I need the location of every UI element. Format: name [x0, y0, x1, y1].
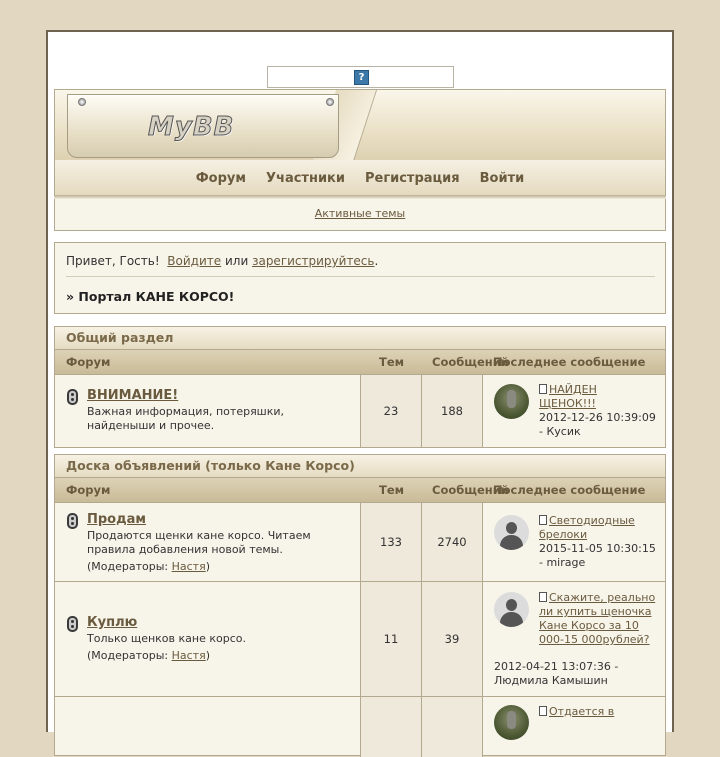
forum-description: Важная информация, потеряшки, найденыши и прочее. — [87, 405, 285, 432]
rivet-icon — [326, 98, 334, 106]
posts-count: 2740 — [437, 535, 467, 549]
last-post-info — [539, 514, 657, 570]
col-topics: Тем — [379, 483, 405, 497]
forum-name-link[interactable]: Куплю — [87, 615, 138, 630]
last-post-link[interactable]: НАЙДЕН ЩЕНОК!!! — [539, 383, 597, 410]
moderators-close: ) — [205, 560, 211, 573]
col-topics: Тем — [379, 355, 405, 369]
last-post-link[interactable]: Скажите, реально ли купить щеночка Кане Корсо за 10 000-15 000рублей? — [539, 591, 656, 646]
topics-count: 23 — [383, 404, 399, 418]
nav-login-link[interactable]: Войти — [479, 171, 525, 186]
col-posts: Сообщений — [432, 483, 509, 497]
nav-forum-link[interactable]: Форум — [195, 171, 246, 186]
category-title[interactable]: Доска объявлений (только Кане Корсо) — [55, 455, 665, 478]
logo-text: MyBB — [148, 112, 235, 142]
main-nav — [54, 160, 666, 198]
category-general — [54, 326, 666, 448]
forum-row — [55, 503, 665, 582]
topics-count: 11 — [383, 632, 399, 646]
forum-description: Только щенков кане корсо. — [87, 632, 246, 645]
last-post-meta: 2012-12-26 10:39:09 - Кусик — [539, 411, 656, 438]
posts-count: 188 — [441, 404, 463, 418]
page-icon — [539, 706, 547, 716]
page-icon — [539, 515, 547, 525]
moderators-label: (Модераторы: — [87, 649, 169, 662]
missing-image-icon: ? — [354, 70, 369, 85]
login-link[interactable]: Войдите — [167, 254, 222, 268]
last-post-info — [539, 705, 657, 719]
user-avatar[interactable] — [494, 384, 529, 419]
col-posts: Сообщений — [432, 355, 509, 369]
site-logo[interactable] — [67, 94, 339, 158]
active-topics-link[interactable]: Активные темы — [314, 207, 406, 220]
forum-status-icon — [67, 616, 78, 632]
col-forum: Форум — [66, 483, 111, 497]
last-post-info — [539, 383, 657, 439]
welcome-line — [66, 254, 378, 268]
col-last-post: Последнее сообщение — [493, 355, 646, 369]
moderators-label: (Модераторы: — [87, 560, 169, 573]
col-forum: Форум — [66, 355, 111, 369]
moderators-close: ) — [205, 649, 211, 662]
last-post-meta: 2015-11-05 10:30:15 - mirage — [539, 542, 656, 569]
column-headers — [55, 350, 665, 375]
or-text: или — [224, 254, 249, 268]
user-avatar[interactable] — [494, 705, 529, 740]
user-avatar[interactable] — [494, 592, 529, 627]
forum-description: Продаются щенки кане корсо. Читаем правила добавления новой темы. — [87, 529, 311, 556]
sub-nav — [54, 199, 666, 231]
divider — [66, 276, 655, 277]
last-post-meta: 2012-04-21 13:07:36 - Людмила Камышин — [494, 660, 619, 687]
moderator-link[interactable]: Настя — [171, 649, 206, 662]
breadcrumb: » Портал КАНЕ КОРСО! — [66, 289, 235, 304]
column-headers — [55, 478, 665, 503]
period-text: . — [374, 254, 379, 268]
last-post-link[interactable]: Отдается в — [549, 705, 615, 718]
page-wrapper — [46, 30, 674, 732]
forum-name-link[interactable]: ВНИМАНИЕ! — [87, 388, 179, 403]
nav-register-link[interactable]: Регистрация — [364, 171, 460, 186]
page-icon — [539, 384, 547, 394]
register-link[interactable]: зарегистрируйтесь — [252, 254, 375, 268]
posts-count: 39 — [444, 632, 460, 646]
welcome-box — [54, 242, 666, 314]
category-title[interactable]: Общий раздел — [55, 327, 665, 350]
topics-count: 133 — [380, 535, 402, 549]
nav-members-link[interactable]: Участники — [266, 171, 345, 186]
forum-row — [55, 582, 665, 697]
category-classifieds — [54, 454, 666, 756]
col-last-post: Последнее сообщение — [493, 483, 646, 497]
forum-status-icon — [67, 513, 78, 529]
last-post-info — [539, 591, 657, 647]
user-avatar[interactable] — [494, 515, 529, 550]
forum-status-icon — [67, 389, 78, 405]
page-icon — [539, 592, 547, 602]
moderator-link[interactable]: Настя — [171, 560, 206, 573]
moderators — [87, 649, 210, 662]
site-header — [54, 89, 666, 162]
last-post-link[interactable]: Светодиодные брелоки — [539, 514, 635, 541]
ad-banner[interactable] — [267, 66, 454, 88]
forum-row — [55, 697, 665, 757]
forum-name-link[interactable]: Продам — [87, 512, 147, 527]
greeting-text: Привет, Гость! — [66, 254, 160, 268]
moderators — [87, 560, 210, 573]
forum-row — [55, 375, 665, 447]
rivet-icon — [78, 98, 86, 106]
